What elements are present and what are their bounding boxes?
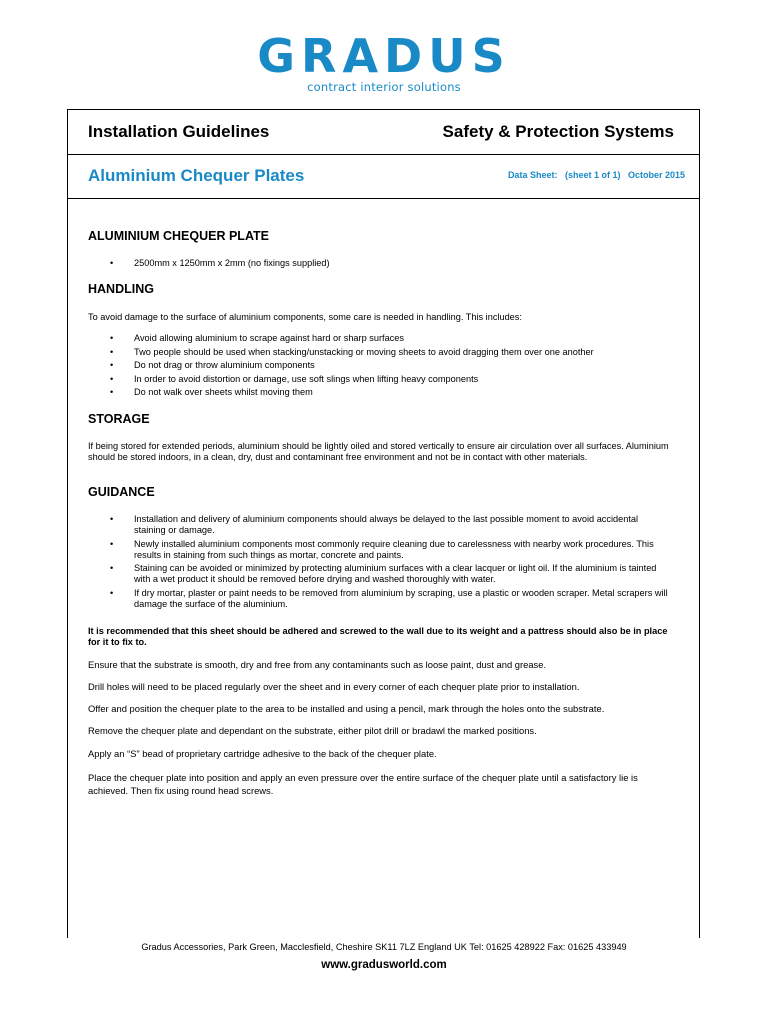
list-item: • In order to avoid distortion or damage, use soft slings when lifting heavy components: [88, 374, 668, 385]
list-item: • Staining can be avoided or minimized by protecting aluminium surfaces with a clear lacquer or light oil. If the aluminium is tainted with a wet product it should be removed before drying and washed thoroughly with water.: [88, 563, 668, 585]
instruction-step: Remove the chequer plate and dependant on the substrate, either pilot drill or bradawl the marked positions.: [88, 725, 537, 736]
document-subtitle: Aluminium Chequer Plates: [88, 166, 305, 185]
list-item: • 2500mm x 1250mm x 2mm (no fixings supplied): [88, 258, 668, 269]
instruction-step: Offer and position the chequer plate to the area to be installed and using a pencil, mark through the holes onto the substrate.: [88, 703, 605, 714]
section-heading-handling: HANDLING: [88, 282, 154, 296]
header-row: [68, 110, 699, 155]
list-item: • Do not drag or throw aluminium components: [88, 360, 668, 371]
footer-address: Gradus Accessories, Park Green, Macclesfield, Cheshire SK11 7LZ England UK Tel: 01625 428922 Fax: 01625 433949: [141, 942, 627, 952]
section-heading-storage: STORAGE: [88, 412, 150, 426]
logo-tagline: contract interior solutions: [307, 80, 461, 94]
header-left-title: Installation Guidelines: [88, 122, 270, 141]
instruction-step: Drill holes will need to be placed regularly over the sheet and in every corner of each chequer plate prior to installation.: [88, 681, 580, 692]
list-item: • Do not walk over sheets whilst moving them: [88, 387, 668, 398]
subheader-row: [68, 155, 699, 199]
instruction-step: Ensure that the substrate is smooth, dry and free from any contaminants such as loose paint, dust and grease.: [88, 659, 547, 670]
header-right-title: Safety & Protection Systems: [442, 122, 674, 141]
sheet-info: Data Sheet: (sheet 1 of 1) October 2015: [507, 170, 685, 180]
storage-text: If being stored for extended periods, aluminium should be lightly oiled and stored vertically to ensure air circulation over all surfaces. Aluminium should be stored indoors, in a clean, dry, dust and contaminant free environment and not be in contact with other materials.: [88, 441, 669, 462]
section-heading-guidance: GUIDANCE: [88, 485, 155, 499]
footer-website-link[interactable]: www.gradusworld.com: [321, 959, 447, 971]
handling-intro: To avoid damage to the surface of aluminium components, some care is needed in handling. This includes:: [88, 312, 522, 322]
instruction-step: Place the chequer plate into position and apply an even pressure over the entire surface of the chequer plate until a satisfactory lie is achieved. Then fix using round head screws.: [88, 772, 638, 796]
list-item: • If dry mortar, plaster or paint needs to be removed from aluminium by scraping, use a plastic or wooden scraper. Metal scrapers will damage the surface of the aluminium.: [88, 588, 668, 610]
list-item: • Two people should be used when stacking/unstacking or moving sheets to avoid dragging them over one another: [88, 347, 668, 358]
handling-bullet-list: [88, 333, 668, 401]
logo-wordmark: GRADUS: [257, 29, 511, 83]
list-item: • Newly installed aluminium components most commonly require cleaning due to carelessness with nearby work procedures. This results in staining from such things as mortar, concrete and paints.: [88, 539, 668, 561]
recommendation-note: It is recommended that this sheet should be adhered and screwed to the wall due to its weight and a pattress should also be in place for it to fix to.: [88, 626, 668, 647]
plate-bullet-list: [88, 258, 668, 272]
instruction-step: Apply an “S” bead of proprietary cartridge adhesive to the back of the chequer plate.: [88, 748, 437, 759]
list-item: • Installation and delivery of aluminium components should always be delayed to the last possible moment to avoid accidental staining or damage.: [88, 514, 668, 536]
guidance-bullet-list: [88, 514, 668, 612]
section-heading-plate: ALUMINIUM CHEQUER PLATE: [88, 229, 270, 243]
list-item: • Avoid allowing aluminium to scrape against hard or sharp surfaces: [88, 333, 668, 344]
company-logo: [0, 30, 768, 94]
